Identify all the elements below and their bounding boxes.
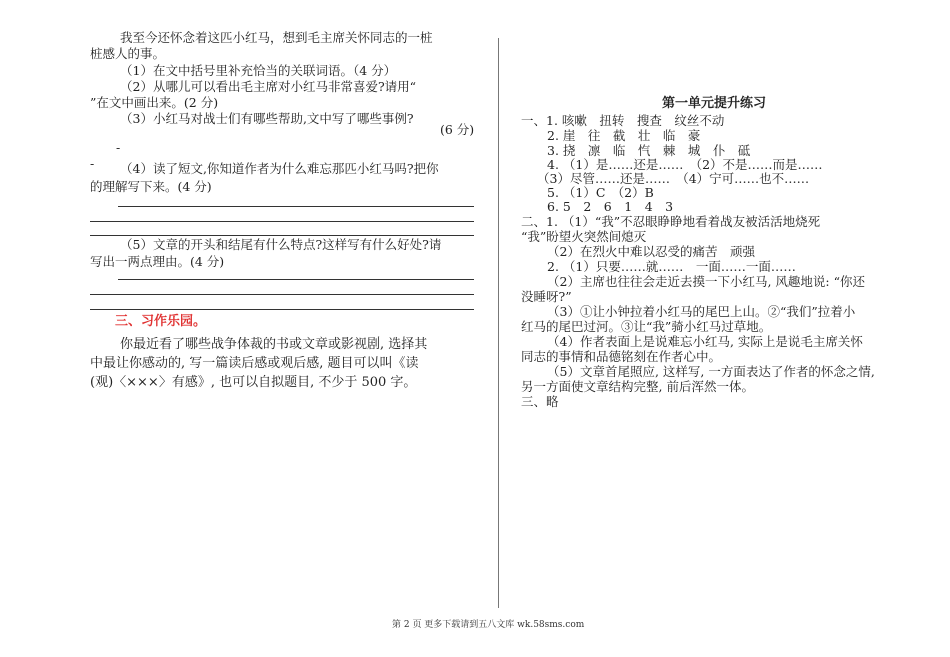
answer-line-19: 另一方面使文章结构完整, 前后浑然一体。 <box>521 379 754 394</box>
writing-prompt-line-2: 中最让你感动的, 写一篇读后感或观后感, 题目可以叫《读 <box>90 356 419 371</box>
answer-line-7: 6. 5 2 6 1 4 3 <box>547 199 674 214</box>
answer-line[interactable] <box>90 294 474 295</box>
intro-line-1: 我至今还怀念着这匹小红马，想到毛主席关怀同志的一桩 <box>120 30 433 45</box>
answer-line[interactable] <box>90 235 474 236</box>
answer-key-title: 第一单元提升练习 <box>662 96 767 111</box>
question-5-line-1: （5）文章的开头和结尾有什么特点?这样写有什么好处?请 <box>120 237 442 252</box>
answer-line-12: （2）主席也往往会走近去摸一下小红马, 风趣地说: “你还 <box>547 274 865 289</box>
question-3-score: (6 分) <box>440 122 475 137</box>
answer-line-9: “我”盼望火突然间熄灭 <box>521 229 647 244</box>
question-2-line-2: ”在文中画出来。(2 分) <box>90 95 219 110</box>
answer-line[interactable] <box>118 206 474 207</box>
question-4-line-1: （4）读了短文,你知道作者为什么难忘那匹小红马吗?把你 <box>120 161 439 176</box>
answer-line-10: （2）在烈火中难以忍受的痛苦 顽强 <box>547 244 755 259</box>
question-5-line-2: 写出一两点理由。(4 分) <box>90 254 225 269</box>
page-footer: 第 2 页 更多下载请到五八文库 wk.58sms.com <box>392 620 585 630</box>
answer-line[interactable] <box>90 221 474 222</box>
section-3-heading: 三、习作乐园。 <box>115 314 207 329</box>
writing-prompt-line-1: 你最近看了哪些战争体裁的书或文章或影视剧, 选择其 <box>120 337 428 352</box>
writing-prompt-line-3: (观)〈×××〉有感》, 也可以自拟题目, 不少于 500 字。 <box>90 375 417 390</box>
answer-line-13: 没睡呀?” <box>521 289 572 304</box>
answer-line-8: 二、1. （1）“我”不忍眼睁睁地看着战友被活活地烧死 <box>521 214 821 229</box>
question-1: （1）在文中括号里补充恰当的关联词语。（4 分） <box>120 63 397 78</box>
answer-line-18: （5）文章首尾照应, 这样写, 一方面表达了作者的怀念之情, <box>547 364 875 379</box>
answer-line-17: 同志的事情和品德铭刻在作者心中。 <box>521 349 722 364</box>
answer-line[interactable] <box>118 279 474 280</box>
intro-line-2: 桩感人的事。 <box>90 46 166 61</box>
answer-line-14: （3）①让小钟拉着小红马的尾巴上山。②“我们”拉着小 <box>547 304 856 319</box>
answer-line-2: 2. 崖 往 截 壮 临 豪 <box>547 128 701 143</box>
answer-line-6: 5. （1）C （2）B <box>547 185 654 200</box>
answer-line-5: （3）尽管……还是…… （4）宁可……也不…… <box>537 171 810 186</box>
question-3: （3）小红马对战士们有哪些帮助,文中写了哪些事例? <box>120 111 414 126</box>
answer-line-11: 2. （1）只要……就…… 一面……一面…… <box>547 259 796 274</box>
answer-line-15: 红马的尾巴过河。③让“我”骑小红马过草地。 <box>521 319 772 334</box>
question-2-line-1: （2）从哪儿可以看出毛主席对小红马非常喜爱?请用“ <box>120 79 417 94</box>
dash-mark: - <box>116 140 121 155</box>
answer-line-4: 4. （1）是……还是…… （2）不是……而是…… <box>547 157 823 172</box>
answer-line[interactable] <box>90 309 474 310</box>
answer-line-1: 一、1. 咳嗽 扭转 搜查 纹丝不动 <box>521 113 725 128</box>
answer-line-20: 三、略 <box>521 394 559 409</box>
column-divider <box>498 38 499 608</box>
dash-mark: - <box>90 156 95 171</box>
answer-line-3: 3. 挠 凛 临 忾 棘 城 仆 砥 <box>547 143 751 158</box>
question-4-line-2: 的理解写下来。(4 分) <box>90 179 212 194</box>
answer-line-16: （4）作者表面上是说难忘小红马, 实际上是说毛主席关怀 <box>547 334 863 349</box>
